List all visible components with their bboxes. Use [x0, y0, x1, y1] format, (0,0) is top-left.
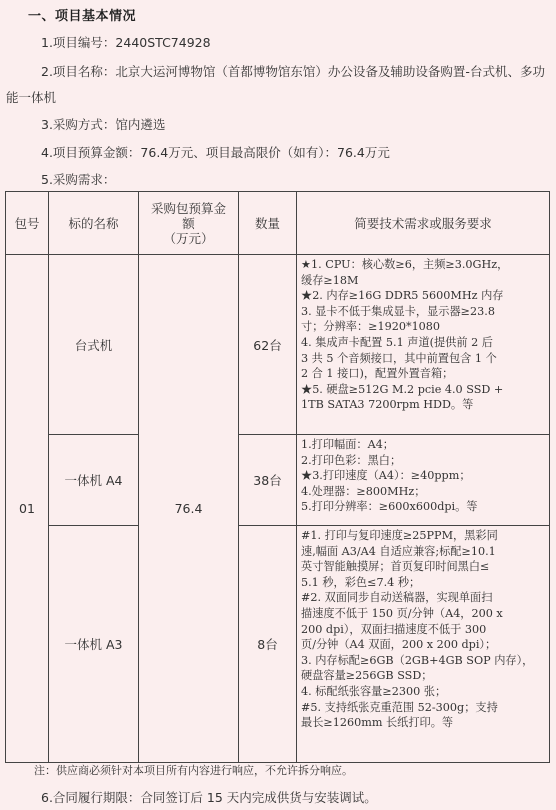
- procurement-method: 3.采购方式：馆内遴选: [41, 117, 166, 132]
- header-budget-line-2: 额: [182, 215, 195, 231]
- header-package: 包号: [6, 192, 49, 255]
- table-row: [6, 255, 550, 435]
- spec-line: 英寸智能触摸屏；首页复印时间黑白≤: [301, 560, 490, 574]
- spec-line: 4.处理器：≥800MHz；: [301, 484, 426, 498]
- contract-period: 6.合同履行期限：合同签订后 15 天内完成供货与安装调试。: [41, 790, 377, 805]
- spec-line: ★2. 内存≥16G DDR5 5600MHz 内存: [301, 289, 504, 303]
- spec-line: ★5. 硬盘≥512G M.2 pcie 4.0 SSD +: [301, 382, 504, 396]
- item-quantity: 62台: [239, 255, 297, 435]
- table-row: [6, 435, 550, 526]
- spec-line: 1TB SATA3 7200rpm HDD。等: [301, 398, 474, 412]
- spec-line: 页/分钟（A4 双面，200 x 200 dpi）；: [301, 638, 497, 652]
- item-spec: [297, 435, 550, 526]
- spec-line: 3. 内存标配≥6GB（2GB+4GB SOP 内存），: [301, 653, 534, 667]
- item-name: 一体机 A3: [49, 526, 139, 763]
- spec-line: 5.打印分辨率：≥600x600dpi。等: [301, 500, 478, 514]
- item-name: 一体机 A4: [49, 435, 139, 526]
- spec-line: ★1. CPU：核心数≥6，主频≥3.0GHz，: [301, 258, 509, 271]
- spec-line: 速,幅面 A3/A4 自适应兼容;标配≥10.1: [301, 544, 496, 558]
- spec-line: 寸；分辨率：≥1920*1080: [301, 320, 441, 334]
- spec-line: 4. 标配纸张容量≥2300 张；: [301, 684, 447, 698]
- spec-line: #5. 支持纸张克重范围 52-300g；支持: [301, 700, 498, 714]
- header-spec: 简要技术需求或服务要求: [297, 192, 550, 255]
- project-budget: 4.项目预算金额：76.4万元、项目最高限价（如有）：76.4万元: [41, 145, 390, 160]
- spec-line: 硬盘容量≥256GB SSD；: [301, 669, 433, 683]
- package-number: 01: [6, 255, 49, 763]
- header-quantity: 数量: [239, 192, 297, 255]
- spec-line: 最长≥1260mm 长纸打印。等: [301, 716, 454, 730]
- spec-line: #1. 打印与复印速度≥25PPM，黑彩同: [301, 529, 498, 542]
- spec-line: ★3.打印速度（A4）：≥40ppm；: [301, 469, 471, 483]
- header-item-name: 标的名称: [49, 192, 139, 255]
- header-budget-line-3: （万元）: [163, 230, 214, 246]
- project-number: 1.项目编号：2440STC74928: [41, 35, 211, 50]
- section-heading: 一、项目基本情况: [28, 9, 137, 24]
- spec-line: #2. 双面同步自动送稿器，实现单面扫: [301, 591, 493, 605]
- item-spec: [297, 255, 550, 435]
- header-budget: [139, 192, 239, 255]
- spec-line: 2.打印色彩：黑白；: [301, 453, 402, 467]
- spec-line: 1.打印幅面：A4；: [301, 438, 394, 451]
- response-note: 注：供应商必须针对本项目所有内容进行响应，不允许拆分响应。: [34, 764, 353, 777]
- item-quantity: 8台: [239, 526, 297, 763]
- project-name: 2.项目名称：北京大运河博物馆（首都博物馆东馆）办公设备及辅助设备购置-台式机、多功能一体机: [6, 64, 545, 105]
- item-name: 台式机: [49, 255, 139, 435]
- spec-line: 3 共 5 个音频接口，其中前置包含 1 个: [301, 351, 497, 365]
- item-quantity: 38台: [239, 435, 297, 526]
- spec-line: 缓存≥18M: [301, 273, 359, 287]
- package-budget: 76.4: [139, 255, 239, 763]
- spec-line: 4. 集成声卡配置 5.1 声道(提供前 2 后: [301, 335, 493, 349]
- spec-line: 200 dpi），双面扫描速度不低于 300: [301, 622, 487, 636]
- procurement-requirement: 5.采购需求：: [41, 172, 116, 187]
- spec-line: 5.1 秒，彩色≤7.4 秒；: [301, 575, 421, 589]
- spec-line: 2 合 1 接口)，配置外置音箱；: [301, 367, 454, 381]
- spec-line: 描速度不低于 150 页/分钟（A4，200 x: [301, 606, 503, 620]
- requirements-table: [5, 191, 550, 763]
- header-budget-line-1: 采购包预算金: [150, 200, 226, 216]
- spec-line: 3. 显卡不低于集成显卡，显示器≥23.8: [301, 304, 495, 318]
- table-row: [6, 526, 550, 763]
- item-spec: [297, 526, 550, 763]
- table-header-row: [6, 192, 550, 255]
